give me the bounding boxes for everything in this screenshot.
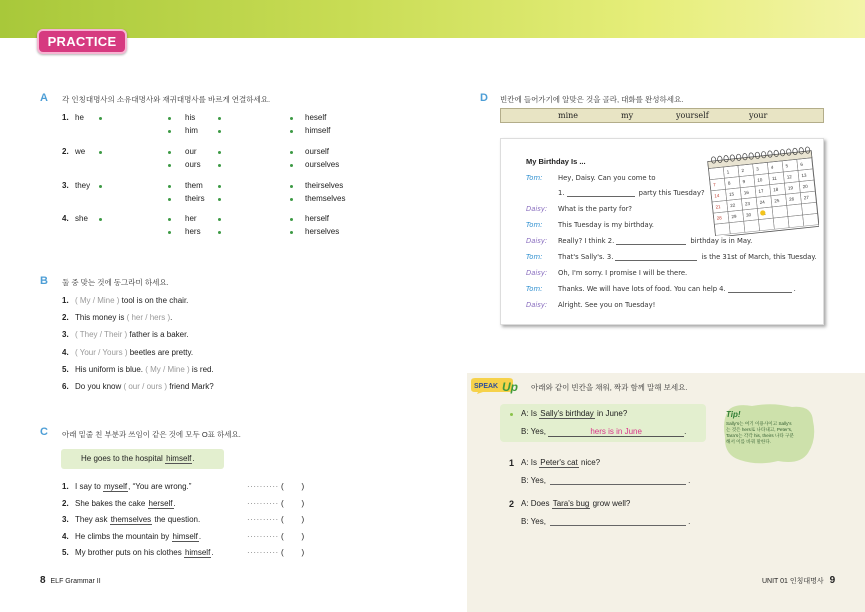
subject-pronoun: we [75,147,86,156]
a-post: . [684,427,687,436]
item-number: 5. [62,548,69,557]
calendar-day: 10 [757,177,763,183]
speak-logo-text: SPEAK [474,383,499,390]
reflexive-option: herselves [305,227,340,236]
reflexive-option: theirselves [305,181,344,190]
match-dot [218,130,221,133]
calendar-day: 8 [727,180,731,186]
speak-answer [521,476,690,485]
q-pre: A: Is [521,409,540,418]
footer-right [762,575,835,586]
item-post-text: . [211,548,214,557]
item-number: 1. [62,113,69,122]
dotted-leader: ·········· [247,498,279,508]
choice-item [62,382,214,391]
example-underlined: himself [166,454,192,463]
section-d-title: 빈칸에 들어가기에 알맞은 것을 골라, 대화를 완성하세요. [500,95,684,104]
dialogue-text: Alright. See you on Tuesday! [558,301,656,309]
tip-text: Sally's는 여기 이용사이고 Sally's는 것은 hers로 나타내고, Peter's, Tara's는 각각 his, theirs 나타 구분 해서 이를 바꿔 말한다. [726,421,794,444]
q-underlined: Peter's cat [540,458,578,467]
answer-blank [728,285,792,293]
q-post: grow well? [590,499,631,508]
dialogue-line [558,269,687,277]
section-d-letter: D [480,92,488,104]
item-post-text: is red. [189,364,214,374]
q-underlined: Sally's birthday [540,409,594,418]
choice-options: ( Your / Yours ) [75,347,128,357]
book-title: ELF Grammar II [50,578,101,585]
possessive-option: hers [185,227,201,236]
dialogue-pre: Thanks. We will have lots of food. You can help 4. [558,285,726,293]
a-post: . [688,517,691,526]
item-number: 4. [62,347,69,357]
match-dot [290,218,293,221]
match-dot [168,130,171,133]
dialogue-line [558,285,796,293]
match-dot [218,185,221,188]
subject-pronoun: she [75,214,88,223]
answer-blank [615,253,697,261]
choice-item [62,365,214,374]
underlined-word: himself [184,548,211,557]
item-post-text: , “You are wrong.” [128,482,192,491]
reflexive-option: heself [305,113,327,122]
item-post-text: friend Mark? [167,382,214,391]
tip-title: Tip! [726,410,741,419]
item-post-text: father is a baker. [127,330,189,340]
item-number: 6. [62,382,69,391]
reflexive-option: himself [305,126,331,135]
dialogue-line [558,189,705,197]
item-number: 4. [62,214,69,223]
unit-label: UNIT 01 인칭대명사 [762,578,824,585]
item-number: 3. [62,515,69,524]
dialogue-post: birthday is in May. [688,237,753,245]
item-post-text: . [170,313,173,323]
match-dot [290,185,293,188]
example-pre: He goes to the hospital [81,454,166,463]
sentence-item [62,499,176,508]
choice-options: ( her / hers ) [126,313,171,323]
calendar-day: 30 [745,212,752,218]
dialogue-line [558,205,632,213]
speaker-label: Tom: [526,253,543,261]
match-dot [290,164,293,167]
dialogue-post: is the 31st of March, this Tuesday. [699,253,817,261]
choice-options: ( My / Mine ) [75,296,120,305]
speaker-label: Daisy: [526,237,548,245]
calendar-day: 2 [741,167,745,174]
calendar-day: 15 [728,191,735,197]
possessive-option: ours [185,160,201,169]
subject-pronoun: he [75,113,84,122]
item-pre-text: He climbs the mountain by [75,531,172,541]
answer-parentheses: ( ) [281,482,305,491]
calendar-illustration [707,144,819,236]
calendar-day: 14 [714,193,720,199]
q-post: nice? [578,458,601,467]
calendar-day: 3 [755,166,759,172]
example-box [61,449,224,469]
page-number-left: 8 [40,575,46,586]
item-pre-text: His uniform is blue. [75,364,146,374]
dialogue-pre: Really? I think 2. [558,237,615,245]
reflexive-option: herself [305,214,330,223]
dialogue-line [558,253,817,261]
a-pre: B: Yes, [521,476,549,485]
item-pre-text: This money is [75,313,127,323]
item-post-text: . [198,531,202,541]
item-number: 4. [62,531,69,541]
calendar-day: 22 [729,202,736,209]
possessive-option: theirs [185,194,205,203]
item-post-text: the question. [152,515,201,524]
up-logo-text: Up [502,380,518,394]
section-a-letter: A [40,92,48,104]
choice-options: ( our / ours ) [123,382,168,391]
calendar-day: 20 [802,183,808,190]
match-dot [168,185,171,188]
section-b-title: 둘 중 맞는 것에 동그라미 하세요. [62,278,169,287]
item-number: 3. [62,330,69,340]
calendar-day: 25 [774,197,780,204]
possessive-option: his [185,113,196,122]
item-number: 1. [62,296,69,305]
section-c-title: 아래 밑줄 친 부분과 쓰임이 같은 것에 모두 O표 하세요. [62,430,241,439]
match-dot [290,130,293,133]
match-dot [168,218,171,221]
calendar-day: 24 [759,199,765,206]
sentence-item [62,515,200,524]
dialogue-text: What is the party for? [558,205,632,213]
speak-up-title: 아래와 같이 빈칸을 채워, 짝과 함께 말해 보세요. [531,383,688,392]
q-underlined: Tara's bug [552,499,590,508]
item-pre-text: My brother puts on his clothes [75,548,184,557]
underlined-word: themselves [110,515,152,524]
speak-example-question [521,409,627,418]
match-dot [168,151,171,154]
calendar-day: 23 [744,201,751,207]
item-post-text: tool is on the chair. [119,296,189,305]
sentence-item [62,548,214,557]
choice-options: ( They / Their ) [75,330,128,340]
item-number: 2. [62,498,69,508]
dialogue-title: My Birthday Is ... [526,157,586,166]
calendar-day: 12 [786,174,793,180]
calendar-day: 4 [770,164,774,171]
word-bank-item: yourself [676,111,709,120]
section-c-letter: C [40,426,48,438]
speak-example-answer [521,427,686,437]
match-dot [218,218,221,221]
word-bank-item: my [621,111,634,120]
choice-item [62,348,193,357]
calendar-day: 13 [801,172,807,179]
reflexive-option: ourself [305,147,330,156]
answer-blank [550,518,686,526]
match-dot [290,198,293,201]
speak-up-logo [469,377,525,394]
dotted-leader: ·········· [247,548,279,557]
word-bank-item: mine [558,111,579,120]
match-dot [168,164,171,167]
dialogue-text: This Tuesday is my birthday. [558,221,654,229]
match-dot [168,198,171,201]
dotted-leader: ·········· [247,515,279,524]
calendar-day: 29 [731,213,737,220]
choice-options: ( My / Mine ) [145,364,190,374]
dialogue-pre: 1. [558,189,565,197]
match-dot [218,164,221,167]
speaker-label: Tom: [526,221,543,229]
match-dot [218,151,221,154]
answer-parentheses: ( ) [281,515,305,524]
item-pre-text: Do you know [75,382,124,391]
sentence-item [62,482,191,491]
possessive-option: her [185,214,197,223]
dialogue-post: party this Tuesday? [636,189,705,197]
answer-blank [550,477,686,485]
reflexive-option: ourselves [305,160,340,169]
item-number: 2. [62,147,69,156]
speak-answer [521,517,690,526]
dialogue-text: Hey, Daisy. Can you come to [558,174,656,182]
underlined-word: himself [172,531,198,541]
answer-parentheses: ( ) [281,531,305,541]
speaker-label: Tom: [526,285,543,293]
match-dot [290,117,293,120]
q-post: in June? [594,409,628,418]
match-dot [99,117,102,120]
calendar-day: 1 [726,169,730,175]
dialogue-post: . [793,285,796,293]
calendar-day: 26 [788,196,795,202]
a-post: . [688,476,691,485]
dialogue-line [558,174,656,182]
speaker-label: Daisy: [526,269,548,277]
underlined-word: herself [148,498,173,508]
dialogue-text: Oh, I'm sorry. I promise I will be there. [558,269,688,277]
item-pre-text: I say to [75,482,104,491]
match-dot [218,231,221,234]
speak-question [521,458,600,467]
speaker-label: Tom: [526,174,543,182]
possessive-option: them [185,181,203,190]
example-post: . [192,454,195,463]
calendar-day: 18 [772,186,779,193]
match-dot [168,231,171,234]
dialogue-pre: That's Sally's. 3. [558,253,614,261]
match-dot [218,117,221,120]
a-pre: B: Yes, [521,517,549,526]
underlined-word: myself [104,482,128,491]
calendar-day: 9 [742,179,746,185]
section-a-title: 각 인칭대명사의 소유대명사와 재귀대명사를 바르게 연결하세요. [62,95,271,104]
page-number-right: 9 [829,575,836,586]
item-pre-text: She bakes the cake [75,498,148,508]
subject-pronoun: they [75,181,91,190]
possessive-option: him [185,126,198,135]
top-banner [0,0,865,38]
calendar-day: 17 [758,188,764,194]
answer-blank [567,189,635,197]
calendar-day: 19 [787,185,794,191]
answer-parentheses: ( ) [281,498,305,508]
example-bullet [510,413,513,416]
calendar-day: 21 [715,204,721,210]
footer-left [40,575,101,586]
calendar-day: 16 [743,189,750,196]
calendar-day: 7 [712,182,716,188]
dialogue-line [558,301,655,309]
match-dot [99,185,102,188]
item-number: 2. [62,313,69,323]
item-number: 2 [509,499,515,509]
match-dot [290,231,293,234]
answer-blank [616,237,686,245]
calendar-day: 6 [800,161,804,167]
calendar-day: 11 [771,175,777,182]
dotted-leader: ·········· [247,531,279,541]
answer-parentheses: ( ) [281,548,305,557]
item-post-text: . [173,498,176,508]
item-pre-text: They ask [75,515,110,524]
dotted-leader: ·········· [247,482,279,491]
q-pre: A: Does [521,499,552,508]
word-bank [500,108,824,123]
speaker-label: Daisy: [526,205,548,213]
dialogue-line [558,237,752,245]
calendar-day: 5 [785,163,789,169]
match-dot [99,218,102,221]
section-b-letter: B [40,275,48,287]
q-pre: A: Is [521,458,540,467]
choice-item [62,296,188,305]
match-dot [218,198,221,201]
choice-item [62,313,172,322]
match-dot [290,151,293,154]
calendar-day: 28 [716,215,722,221]
item-number: 3. [62,181,69,190]
dialogue-line [558,221,654,229]
item-number: 5. [62,364,69,374]
choice-item [62,330,189,339]
sentence-item [62,532,201,541]
possessive-option: our [185,147,197,156]
a-pre: B: Yes, [521,427,549,436]
reflexive-option: themselves [305,194,346,203]
practice-tab: PRACTICE [37,29,127,54]
speaker-label: Daisy: [526,301,548,309]
speak-question [521,499,630,508]
a-answer: hers is in June [548,427,684,437]
item-number: 1. [62,482,69,491]
word-bank-item: your [749,111,768,120]
item-post-text: beetles are pretty. [127,347,194,357]
calendar-day: 27 [803,194,810,201]
item-number: 1 [509,458,515,468]
match-dot [168,117,171,120]
match-dot [99,151,102,154]
